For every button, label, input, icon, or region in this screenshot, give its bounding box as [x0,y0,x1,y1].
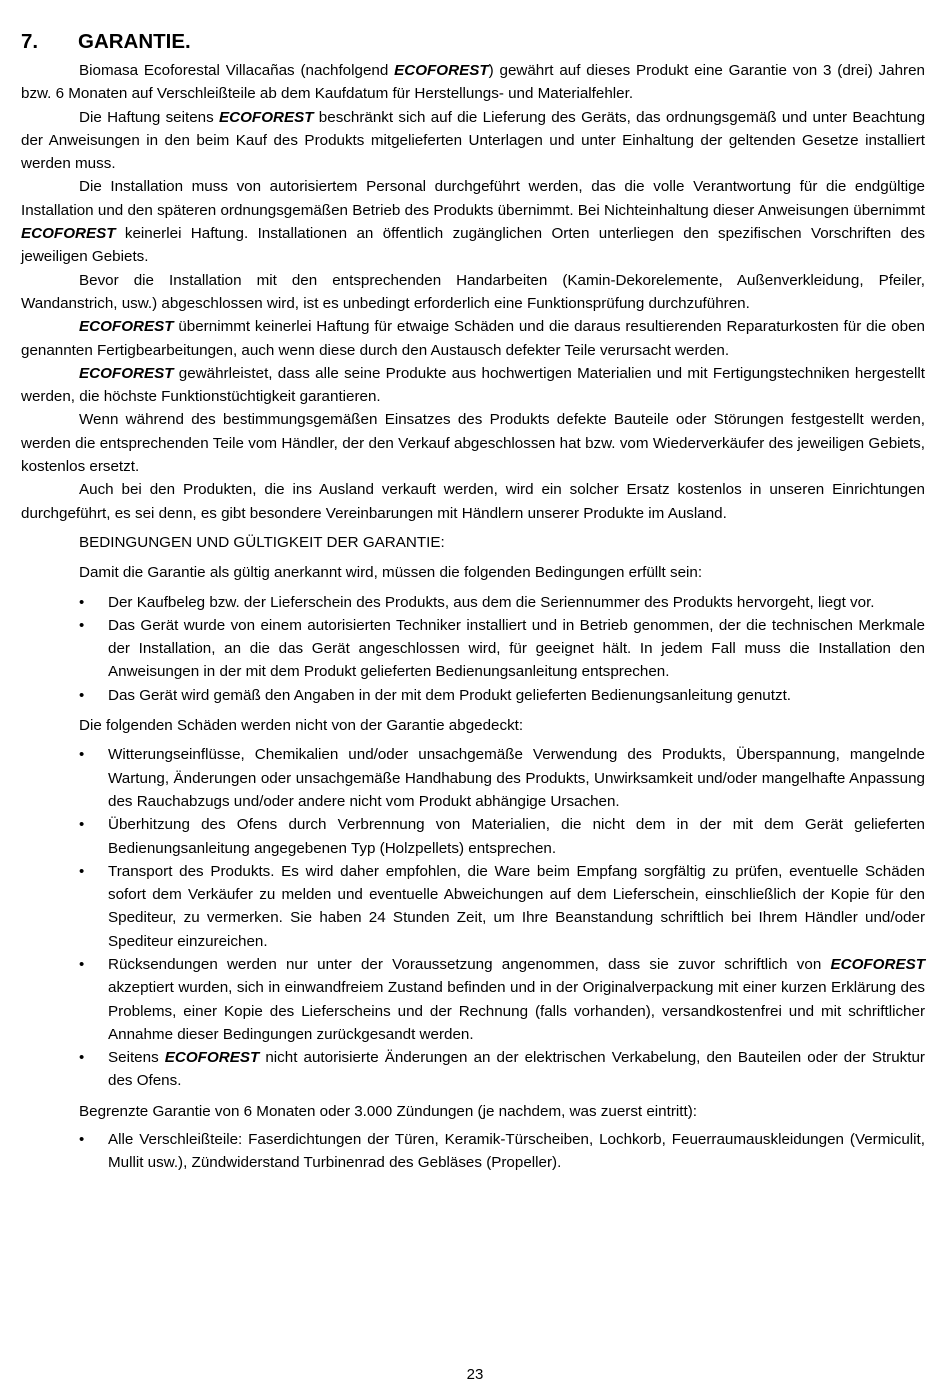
text-run: Die Haftung seitens [79,108,219,126]
text-run: nicht autorisierte Änderungen an der elektrischen Verkabelung, den Bauteilen oder der Struktur des Ofens. [108,1049,925,1090]
text-run: Der Kaufbeleg bzw. der Lieferschein des Produkts, aus dem die Seriennummer des Produkts hervorgeht, liegt vor. [108,593,875,611]
brand-name: ECOFOREST [830,955,925,973]
limited-warranty-intro: Begrenzte Garantie von 6 Monaten oder 3.000 Zündungen (je nachdem, was zuerst eintritt): [79,1102,697,1120]
bullet-icon: • [79,955,85,973]
text-run: Biomasa Ecoforestal Villacañas (nachfolgend [79,62,395,79]
list-item [21,591,925,614]
text-run: Das Gerät wurde von einem autorisierten Techniker installiert und in Betrieb genommen, der die technischen Merkmale der Installation, an die das Gerät angeschlossen wird, für geeignet hält. In jedem Fall muss die Installation den Anweisungen in der mit dem Produkt gelieferten Bedienungsanleitung entsprechen. [108,616,925,681]
text-run: beschränkt sich auf die Lieferung des Geräts, das ordnungsgemäß und unter Beachtung der Anweisungen in den beim Kauf des Produkts mitgelieferten Unterlagen und unter Einhaltung der geltenden Gesetze installiert werden muss. [21,108,926,173]
bullet-icon: • [79,746,85,764]
text-run: Seitens [108,1049,165,1067]
body-paragraph [21,362,925,409]
body-paragraph [21,315,925,362]
section-heading [21,30,925,54]
body-paragraph [21,106,925,176]
body-paragraph [21,408,925,478]
text-run: Rücksendungen werden nur unter der Voraussetzung angenommen, dass sie zuvor schriftlich von [108,955,831,973]
text-run: übernimmt keinerlei Haftung für etwaige Schäden und die daraus resultierenden Reparaturkosten für die oben genannten Fertigbearbeitungen, auch wenn diese durch den Austausch defekter Teile verursacht werden. [21,318,925,359]
text-run: keinerlei Haftung. Installationen an öffentlich zugänglichen Orten unterliegen den spezifischen Vorschriften des jeweiligen Gebiets. [21,225,925,266]
bullet-icon: • [79,862,85,880]
brand-name: ECOFOREST [164,1049,260,1067]
bullet-icon: • [79,1049,85,1067]
text-run: Alle Verschleißteile: Faserdichtungen der Türen, Keramik-Türscheiben, Lochkorb, Feuerraumauskleidungen (Vermiculit, Mullit usw.), Zündwiderstand Turbinenrad des Gebläses (Propeller). [108,1131,925,1172]
list-item [21,684,925,707]
bullet-icon: • [79,593,85,611]
brand-name: ECOFOREST [79,364,174,382]
list-item [21,813,925,860]
text-run: Wenn während des bestimmungsgemäßen Einsatzes des Produkts defekte Bauteile oder Störungen festgestellt werden, werden die entsprechenden Teile vom Händler, der den Verkauf abgeschlossen hat bzw. vom Wiederverkäufer des jeweiligen Gebiets, kostenlos ersetzt. [21,411,925,476]
text-run: Das Gerät wird gemäß den Angaben in der mit dem Produkt gelieferten Bedienungsanleitung genutzt. [108,686,792,704]
body-paragraph [21,269,925,316]
body-paragraph [21,59,925,106]
conditions-heading: BEDINGUNGEN UND GÜLTIGKEIT DER GARANTIE: [79,533,445,551]
list-item [21,1128,925,1175]
text-run: Auch bei den Produkten, die ins Ausland verkauft werden, wird ein solcher Ersatz kostenlos in unseren Einrichtungen durchgeführt, es sei denn, es gibt besondere Vereinbarungen mit Händlern unserer Produkte im Ausland. [21,481,925,522]
brand-name: ECOFOREST [219,108,314,126]
list-item [21,860,925,953]
conditions-intro: Damit die Garantie als gültig anerkannt wird, müssen die folgenden Bedingungen erfüllt sein: [79,564,703,582]
exclusions-intro: Die folgenden Schäden werden nicht von der Garantie abgedeckt: [79,717,524,735]
list-item [21,953,925,1046]
page-number: 23 [466,1366,484,1383]
text-run: Transport des Produkts. Es wird daher empfohlen, die Ware beim Empfang sorgfältig zu prüfen, eventuelle Schäden sofort dem Verkäufer zu melden und eventuelle Abweichungen auf dem Lieferschein, einschließlich der Kopie für den Spediteur, zu vermerken. Sie haben 24 Stunden Zeit, um Ihre Beanstandung schriftlich bei Ihrem Händler und/oder Spediteur einzureichen. [108,862,925,950]
body-paragraph [21,478,925,525]
section-title: GARANTIE. [78,30,191,53]
bullet-icon: • [79,1131,85,1149]
bullet-icon: • [79,816,85,834]
list-item [21,614,925,684]
text-run: gewährleistet, dass alle seine Produkte aus hochwertigen Materialien und mit Fertigungstechniken hergestellt werden, die höchste Funktionstüchtigkeit garantieren. [21,364,925,406]
limited-warranty-list [21,1128,925,1175]
bullet-icon: • [79,616,85,634]
list-item [21,1046,925,1093]
document-page [21,30,925,1180]
brand-name: ECOFOREST [394,62,489,79]
list-item [21,743,925,813]
text-run: Überhitzung des Ofens durch Verbrennung von Materialien, die nicht dem in der mit dem Gerät gelieferten Bedienungsanleitung angegebenen Typ (Holzpellets) entsprechen. [108,816,925,857]
brand-name: ECOFOREST [79,318,174,336]
text-run: akzeptiert wurden, sich in einwandfreiem Zustand befinden und in der Originalverpackung mit einer kurzen Erklärung des Problems, einer Kopie des Lieferscheins und der Rechnung (falls vorhanden), versandkostenfrei und mit schriftlicher Annahme dieser Bedingungen zurückgesandt werden. [108,979,925,1043]
text-run: Bevor die Installation mit den entsprechenden Handarbeiten (Kamin-Dekorelemente, Außenverkleidung, Pfeiler, Wandanstrich, usw.) abgeschlossen wird, ist es unbedingt erforderlich eine Funktionsprüfung durchzuführen. [21,271,925,312]
body-paragraph [21,175,925,268]
exclusions-list [21,743,925,1092]
text-run: Die Installation muss von autorisiertem Personal durchgeführt werden, das die volle Verantwortung für die endgültige Installation und den späteren ordnungsgemäßen Betrieb des Produkts übernimmt. Bei Nichteinhaltung dieser Anweisungen übernimmt [21,178,925,219]
warranty-paragraphs [21,59,925,525]
bullet-icon: • [79,686,85,704]
conditions-list [21,591,925,707]
brand-name: ECOFOREST [21,225,116,243]
text-run: Witterungseinflüsse, Chemikalien und/oder unsachgemäße Verwendung des Produkts, Überspannung, mangelnde Wartung, Änderungen oder unsachgemäße Handhabung des Produkts, Unwirksamkeit und/oder mangelhafte Anpassung des Rauchabzugs und/oder andere nicht vom Produkt abhängige Ursachen. [108,746,925,810]
section-number: 7. [21,30,39,53]
text-run: ) gewährt auf dieses Produkt eine Garantie von 3 (drei) Jahren bzw. 6 Monaten auf Verschleißteile ab dem Kaufdatum für Herstellungs- und Materialfehler. [21,62,925,103]
